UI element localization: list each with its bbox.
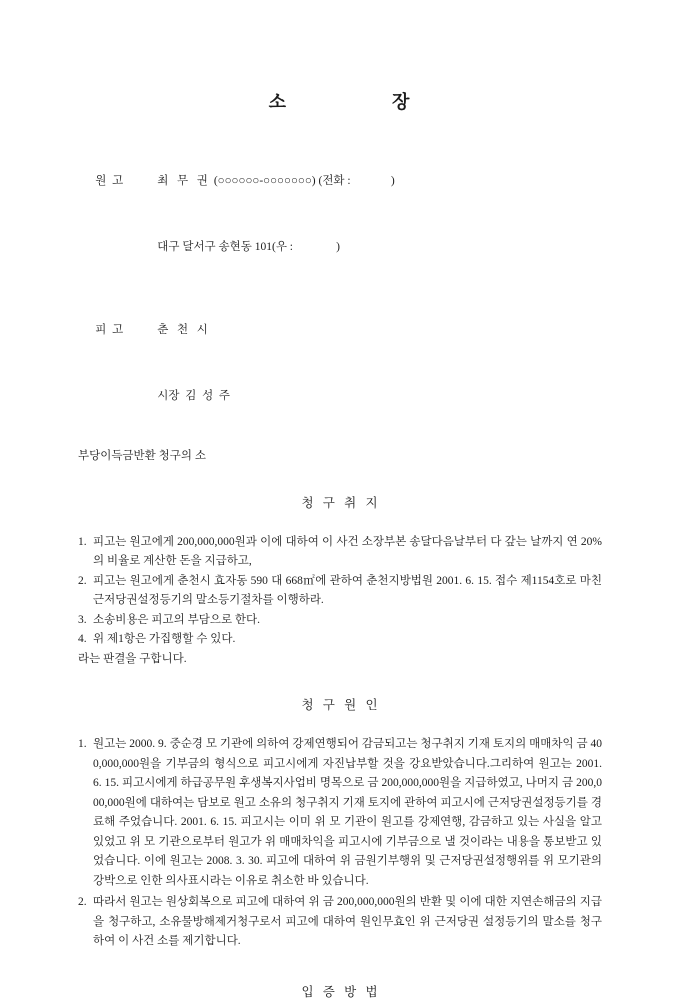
defendant-representative: 시장 김 성 주 bbox=[157, 390, 231, 402]
cause-item-2 bbox=[78, 893, 602, 952]
plaintiff-block bbox=[78, 148, 602, 280]
defendant-line bbox=[78, 297, 602, 363]
purport-item-text: 소송비용은 피고의 부담으로 한다. bbox=[93, 613, 261, 626]
purport-section bbox=[78, 533, 602, 670]
defendant-representative-line bbox=[78, 363, 602, 429]
cause-item-number: 1. bbox=[78, 738, 87, 750]
cause-section bbox=[78, 735, 602, 952]
document-title: 소 장 bbox=[268, 92, 412, 112]
purport-item-text: 위 제1항은 가집행할 수 있다. bbox=[93, 633, 236, 645]
plaintiff-label: 원 고 bbox=[95, 175, 124, 187]
cause-item-1 bbox=[78, 735, 602, 891]
purport-item-number: 1. bbox=[78, 535, 87, 548]
cause-item-text: 원고는 2000. 9. 중순경 모 기관에 의하여 강제연행되어 감금되고는 청구취지 기재 토지의 매매차익 금 400,000,000원을 기부금의 형식으로 피고시에게 자진납부할 것을 강요받았습니다.그리하여 원고는 2001. 6. 15. 피고시에게 하급공무원 후생복지사업비 명목으로 금 200,000,000원을 지급하였고, 나머지 금 200,000,000원에 대하여는 담보로 원고 소유의 청구취지 기재 토지에 관하여 피고시에 근저당권설정등기를 경료해 주었습니다. 2001. 6. 15. 피고시는 이미 위 모 기관이 원고를 강제연행, 감금하고 있는 사실을 알고 있었고 위 모 기관으로부터 원고가 위 매매차익을 피고시에 기부금으로 낼 것이라는 내용을 통보받고 있었습니다. 이에 원고는 2008. 3. 30. 피고에 대하여 위 금원기부행위 및 근저당권설정행위를 위 모기관의 강박으로 인한 의사표시라는 이유로 취소한 바 있습니다. bbox=[93, 738, 602, 887]
purport-heading: 청 구 취 지 bbox=[301, 495, 379, 510]
purport-item-number: 2. bbox=[78, 574, 87, 587]
evidence-heading: 입 증 방 법 bbox=[301, 984, 379, 999]
purport-item-1 bbox=[78, 533, 602, 572]
cause-item-text: 따라서 원고는 원상회복으로 피고에 대하여 위 금 200,000,000원의 반환 및 이에 대한 지연손해금의 지급을 청구하고, 소유물방해제거청구로서 피고에 대하여 원인무효인 위 근저당권 설정등기의 말소를 청구하여 이 사건 소를 제기합니다. bbox=[93, 896, 602, 947]
defendant-label: 피 고 bbox=[95, 324, 124, 336]
purport-item-text: 피고는 원고에게 200,000,000원과 이에 대하여 이 사건 소장부본 송달다음날부터 다 갚는 날까지 연 20%의 비율로 계산한 돈을 지급하고, bbox=[93, 535, 602, 567]
purport-item-2 bbox=[78, 572, 602, 611]
plaintiff-name: 최 무 권 bbox=[157, 175, 208, 187]
cause-item-number: 2. bbox=[78, 896, 87, 908]
purport-item-number: 4. bbox=[78, 633, 87, 645]
purport-item-text: 피고는 원고에게 춘천시 효자동 590 대 668㎡에 관하여 춘천지방법원 2001. 6. 15. 접수 제1154호로 마친 근저당권설정등기의 말소등기절차를 이행하라. bbox=[93, 574, 602, 606]
plaintiff-line bbox=[78, 148, 602, 214]
plaintiff-address: 대구 달서구 송현동 101(우 : ) bbox=[157, 241, 340, 253]
defendant-name: 춘 천 시 bbox=[157, 324, 208, 336]
purport-item-number: 3. bbox=[78, 613, 87, 626]
purport-closing: 라는 판결을 구합니다. bbox=[78, 652, 187, 665]
plaintiff-id-phone: (○○○○○○-○○○○○○○) (전화 : ) bbox=[213, 175, 395, 187]
purport-item-4 bbox=[78, 630, 602, 650]
cause-heading: 청 구 원 인 bbox=[301, 698, 379, 712]
plaintiff-address-line bbox=[78, 214, 602, 280]
purport-item-3 bbox=[78, 611, 602, 631]
case-title: 부당이득금반환 청구의 소 bbox=[78, 450, 206, 462]
defendant-block bbox=[78, 297, 602, 429]
